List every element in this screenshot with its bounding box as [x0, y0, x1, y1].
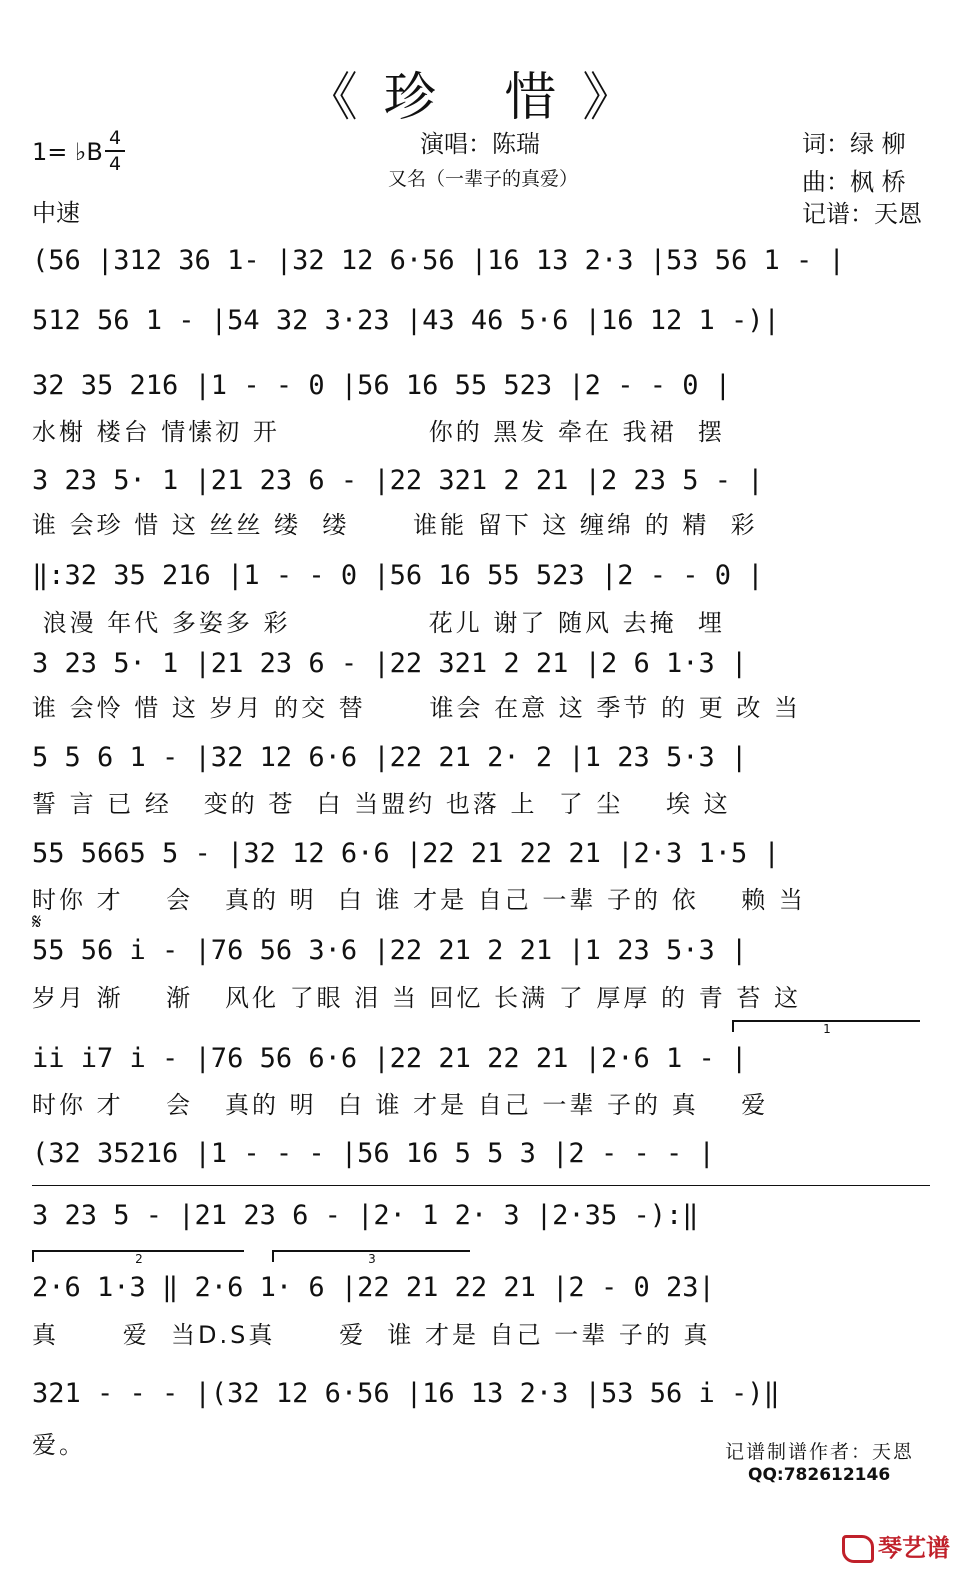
lyricist-credit: 词：绿 柳: [802, 130, 906, 158]
notation-line-2: 512 56 1 - |54 32 3·23 |43 46 5·6 |16 12 1 -)|: [32, 305, 780, 336]
site-logo: [842, 1528, 950, 1563]
lyric-line-5: 浪漫 年代 多姿多 彩 花儿 谢了 随风 去掩 埋: [32, 609, 725, 637]
notation-line-9: 55 56 i - |76 56 3·6 |22 21 2 21 |1 23 5·3 |: [32, 935, 748, 966]
notation-line-11: (32 35216 |1 - - - |56 16 5 5 3 |2 - - - |: [32, 1138, 715, 1169]
volta-bracket-1: [732, 1020, 920, 1036]
transcriber-footer: 记谱制谱作者：天恩: [724, 1441, 914, 1463]
volta-1-number: 1: [823, 1022, 831, 1036]
meter-bottom: 4: [108, 153, 122, 175]
song-title: 《珍 惜》: [305, 68, 661, 128]
lyric-line-7: 誓 言 已 经 变的 苍 白 当盟约 也落 上 了 尘 埃 这: [32, 790, 731, 818]
notation-line-5: ‖:32 35 216 |1 - - 0 |56 16 55 523 |2 - - 0 |: [32, 560, 764, 591]
meter-top: 4: [108, 127, 122, 149]
lyric-line-6: 谁 会怜 惜 这 岁月 的交 替 谁会 在意 这 季节 的 更 改 当: [32, 694, 801, 722]
notation-line-1: (56 |312 36 1- |32 12 6·56 |16 13 2·3 |53 56 1 - |: [32, 245, 845, 276]
system-separator: [32, 1185, 930, 1186]
tempo-marking: 中速: [32, 199, 80, 227]
singer-credit: 演唱：陈瑞: [420, 130, 540, 158]
key-signature: 1= ♭B: [32, 138, 103, 166]
volta-bracket-3: [272, 1250, 470, 1266]
notation-line-4: 3 23 5· 1 |21 23 6 - |22 321 2 21 |2 23 5 - |: [32, 465, 764, 496]
lyric-line-4: 谁 会珍 惜 这 丝丝 缕 缕 谁能 留下 这 缠绵 的 精 彩: [32, 511, 758, 539]
alternate-title: 又名（一辈子的真爱）: [388, 168, 579, 190]
time-signature: [103, 128, 127, 174]
lyric-line-8: 时你 才 会 真的 明 白 谁 才是 自己 一辈 子的 依 赖 当: [32, 886, 806, 914]
logo-icon: [842, 1535, 874, 1563]
volta-3-number: 3: [368, 1252, 376, 1266]
composer-credit: 曲：枫 桥: [802, 168, 906, 196]
notation-line-6: 3 23 5· 1 |21 23 6 - |22 321 2 21 |2 6 1·3 |: [32, 648, 748, 679]
segno-mark: 𝄋: [32, 910, 42, 935]
transcriber-credit: 记谱：天恩: [802, 200, 922, 228]
notation-line-12: 3 23 5 - |21 23 6 - |2· 1 2· 3 |2·35 -):‖: [32, 1200, 699, 1231]
notation-line-3: 32 35 216 |1 - - 0 |56 16 55 523 |2 - - 0 |: [32, 370, 731, 401]
meter-divider: [105, 150, 125, 152]
volta-2-number: 2: [135, 1252, 143, 1266]
volta-bracket-2: [32, 1250, 244, 1266]
notation-line-7: 5 5 6 1 - |32 12 6·6 |22 21 2· 2 |1 23 5·3 |: [32, 742, 748, 773]
notation-line-13: 2·6 1·3 ‖ 2·6 1· 6 |22 21 22 21 |2 - 0 23|: [32, 1272, 715, 1303]
lyric-line-9: 岁月 渐 渐 风化 了眼 泪 当 回忆 长满 了 厚厚 的 青 苔 这: [32, 984, 801, 1012]
lyric-line-14: 爱。: [32, 1431, 86, 1459]
lyric-line-10: 时你 才 会 真的 明 白 谁 才是 自己 一辈 子的 真 爱: [32, 1091, 769, 1119]
lyric-line-13: 真 爱 当D.S真 爱 谁 才是 自己 一辈 子的 真: [32, 1321, 711, 1349]
notation-line-14: 321 - - - |(32 12 6·56 |16 13 2·3 |53 56 i -)‖: [32, 1378, 780, 1409]
qq-contact: QQ:782612146: [748, 1465, 891, 1485]
notation-line-10: ii i7 i - |76 56 6·6 |22 21 22 21 |2·6 1 - |: [32, 1043, 748, 1074]
logo-text: 琴艺谱: [878, 1534, 950, 1562]
notation-line-8: 55 5665 5 - |32 12 6·6 |22 21 22 21 |2·3 1·5 |: [32, 838, 780, 869]
lyric-line-3: 水榭 楼台 情愫初 开 你的 黑发 牵在 我裙 摆: [32, 418, 725, 446]
